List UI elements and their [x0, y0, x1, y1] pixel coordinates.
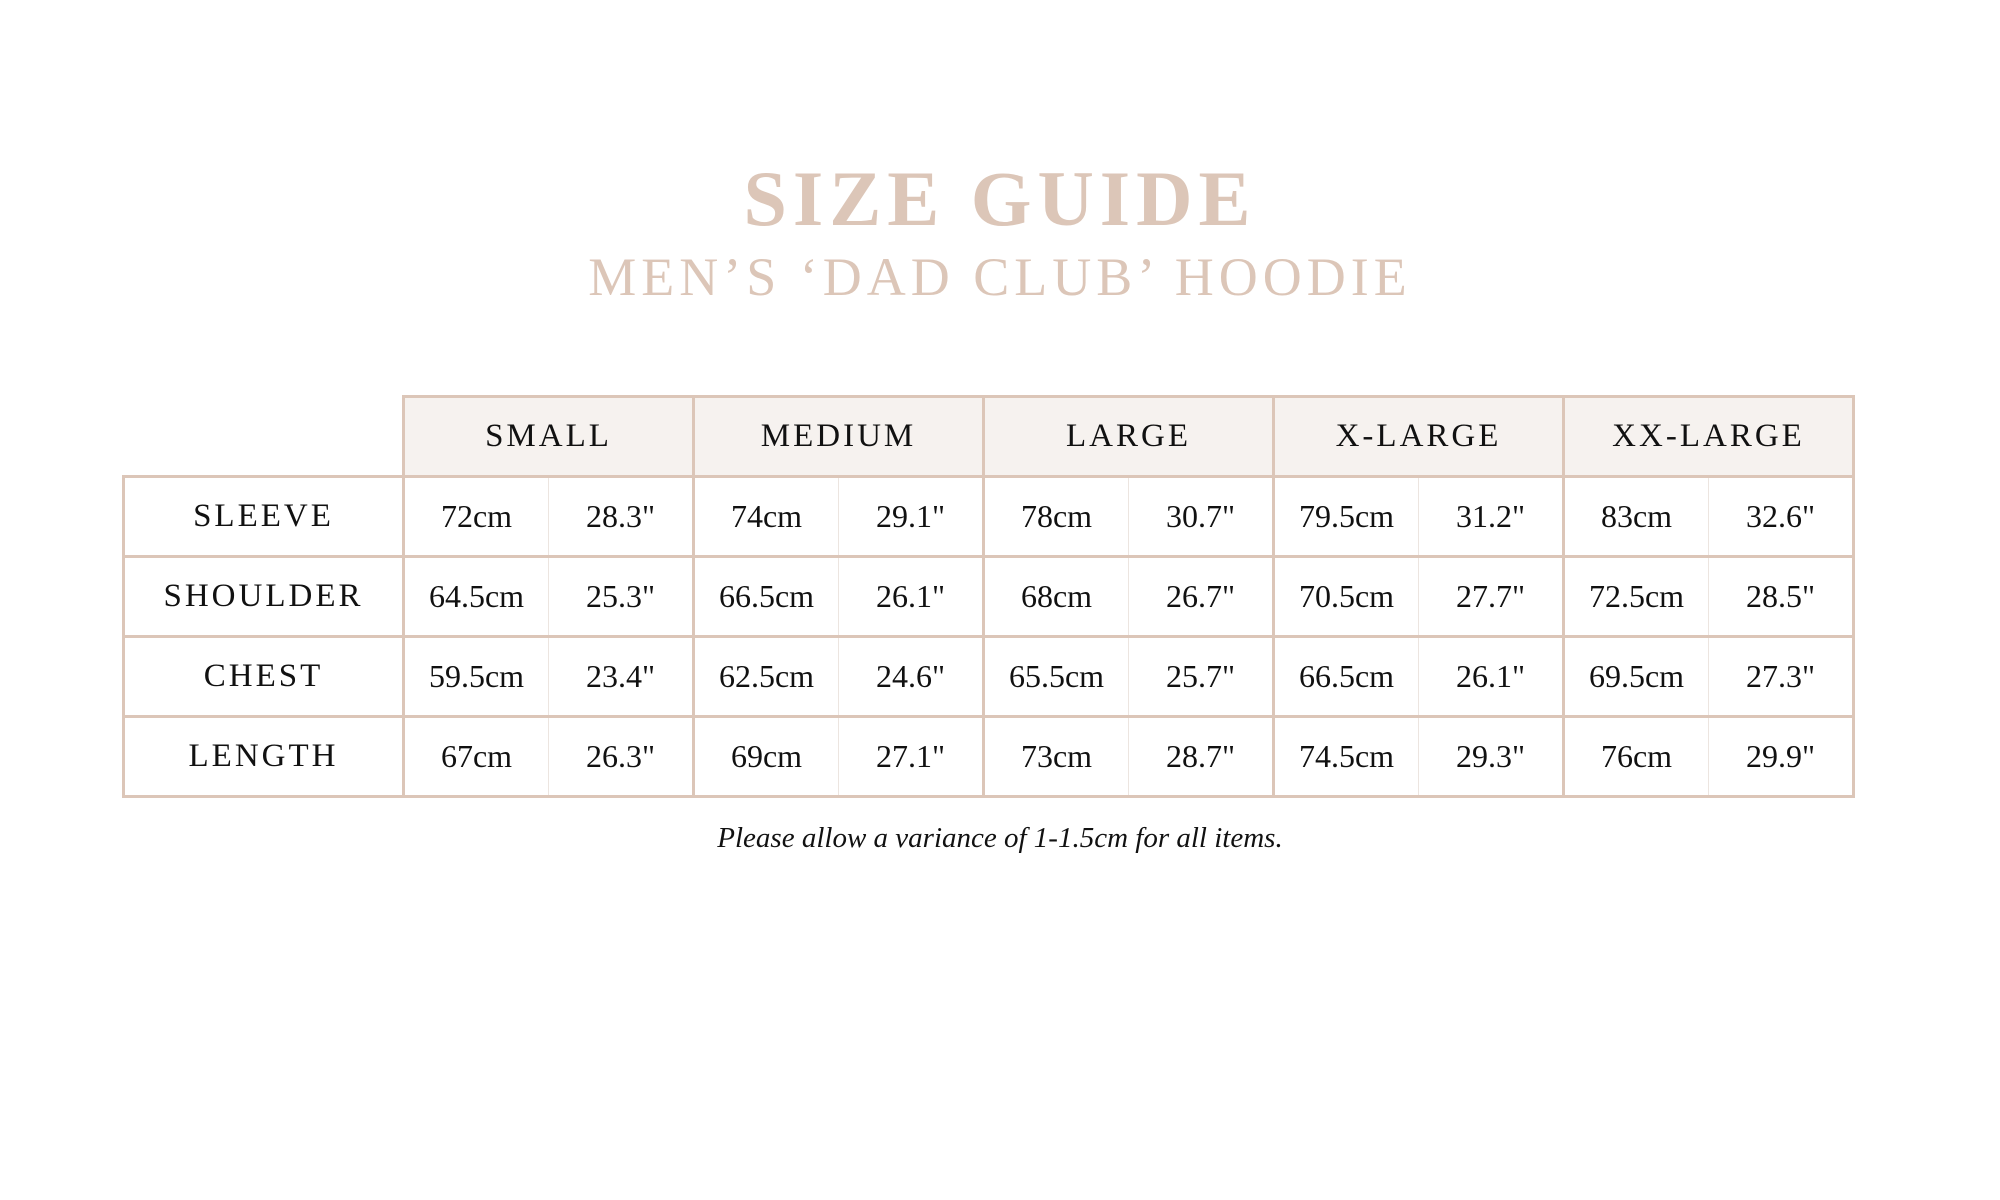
- size-header-medium: MEDIUM: [694, 397, 984, 477]
- cell-cm: 69.5cm: [1564, 637, 1709, 717]
- table-row-length: [124, 717, 1854, 797]
- cell-inch: 27.7": [1419, 557, 1564, 637]
- cell-inch: 23.4": [549, 637, 694, 717]
- table-row-shoulder: [124, 557, 1854, 637]
- cell-cm: 83cm: [1564, 477, 1709, 557]
- cell-inch: 32.6": [1709, 477, 1854, 557]
- product-subtitle: MEN’S ‘DAD CLUB’ HOODIE: [588, 247, 1412, 307]
- cell-inch: 26.3": [549, 717, 694, 797]
- cell-inch: 29.3": [1419, 717, 1564, 797]
- cell-inch: 28.7": [1129, 717, 1274, 797]
- cell-cm: 64.5cm: [404, 557, 549, 637]
- row-label-chest: CHEST: [124, 637, 404, 717]
- size-header-xx-large: XX-LARGE: [1564, 397, 1854, 477]
- cell-cm: 76cm: [1564, 717, 1709, 797]
- size-header-small: SMALL: [404, 397, 694, 477]
- cell-cm: 66.5cm: [1274, 637, 1419, 717]
- cell-cm: 79.5cm: [1274, 477, 1419, 557]
- cell-inch: 28.5": [1709, 557, 1854, 637]
- cell-cm: 69cm: [694, 717, 839, 797]
- cell-cm: 67cm: [404, 717, 549, 797]
- cell-cm: 59.5cm: [404, 637, 549, 717]
- cell-cm: 72.5cm: [1564, 557, 1709, 637]
- row-label-sleeve: SLEEVE: [124, 477, 404, 557]
- cell-inch: 26.1": [839, 557, 984, 637]
- cell-cm: 68cm: [984, 557, 1129, 637]
- cell-cm: 78cm: [984, 477, 1129, 557]
- size-header-row: [124, 397, 1854, 477]
- cell-inch: 25.3": [549, 557, 694, 637]
- cell-cm: 65.5cm: [984, 637, 1129, 717]
- table-corner: [124, 397, 404, 477]
- cell-cm: 72cm: [404, 477, 549, 557]
- cell-inch: 27.1": [839, 717, 984, 797]
- row-label-length: LENGTH: [124, 717, 404, 797]
- cell-inch: 24.6": [839, 637, 984, 717]
- variance-note: Please allow a variance of 1-1.5cm for all items.: [717, 822, 1283, 854]
- cell-cm: 66.5cm: [694, 557, 839, 637]
- cell-cm: 62.5cm: [694, 637, 839, 717]
- cell-inch: 29.9": [1709, 717, 1854, 797]
- cell-inch: 29.1": [839, 477, 984, 557]
- row-label-shoulder: SHOULDER: [124, 557, 404, 637]
- cell-inch: 28.3": [549, 477, 694, 557]
- table-row-chest: [124, 637, 1854, 717]
- cell-cm: 74.5cm: [1274, 717, 1419, 797]
- cell-inch: 31.2": [1419, 477, 1564, 557]
- cell-inch: 26.1": [1419, 637, 1564, 717]
- size-header-x-large: X-LARGE: [1274, 397, 1564, 477]
- cell-cm: 70.5cm: [1274, 557, 1419, 637]
- cell-cm: 74cm: [694, 477, 839, 557]
- cell-inch: 30.7": [1129, 477, 1274, 557]
- cell-inch: 27.3": [1709, 637, 1854, 717]
- size-header-large: LARGE: [984, 397, 1274, 477]
- cell-cm: 73cm: [984, 717, 1129, 797]
- size-table: [122, 395, 1855, 798]
- page-title: SIZE GUIDE: [743, 155, 1257, 242]
- table-row-sleeve: [124, 477, 1854, 557]
- cell-inch: 25.7": [1129, 637, 1274, 717]
- cell-inch: 26.7": [1129, 557, 1274, 637]
